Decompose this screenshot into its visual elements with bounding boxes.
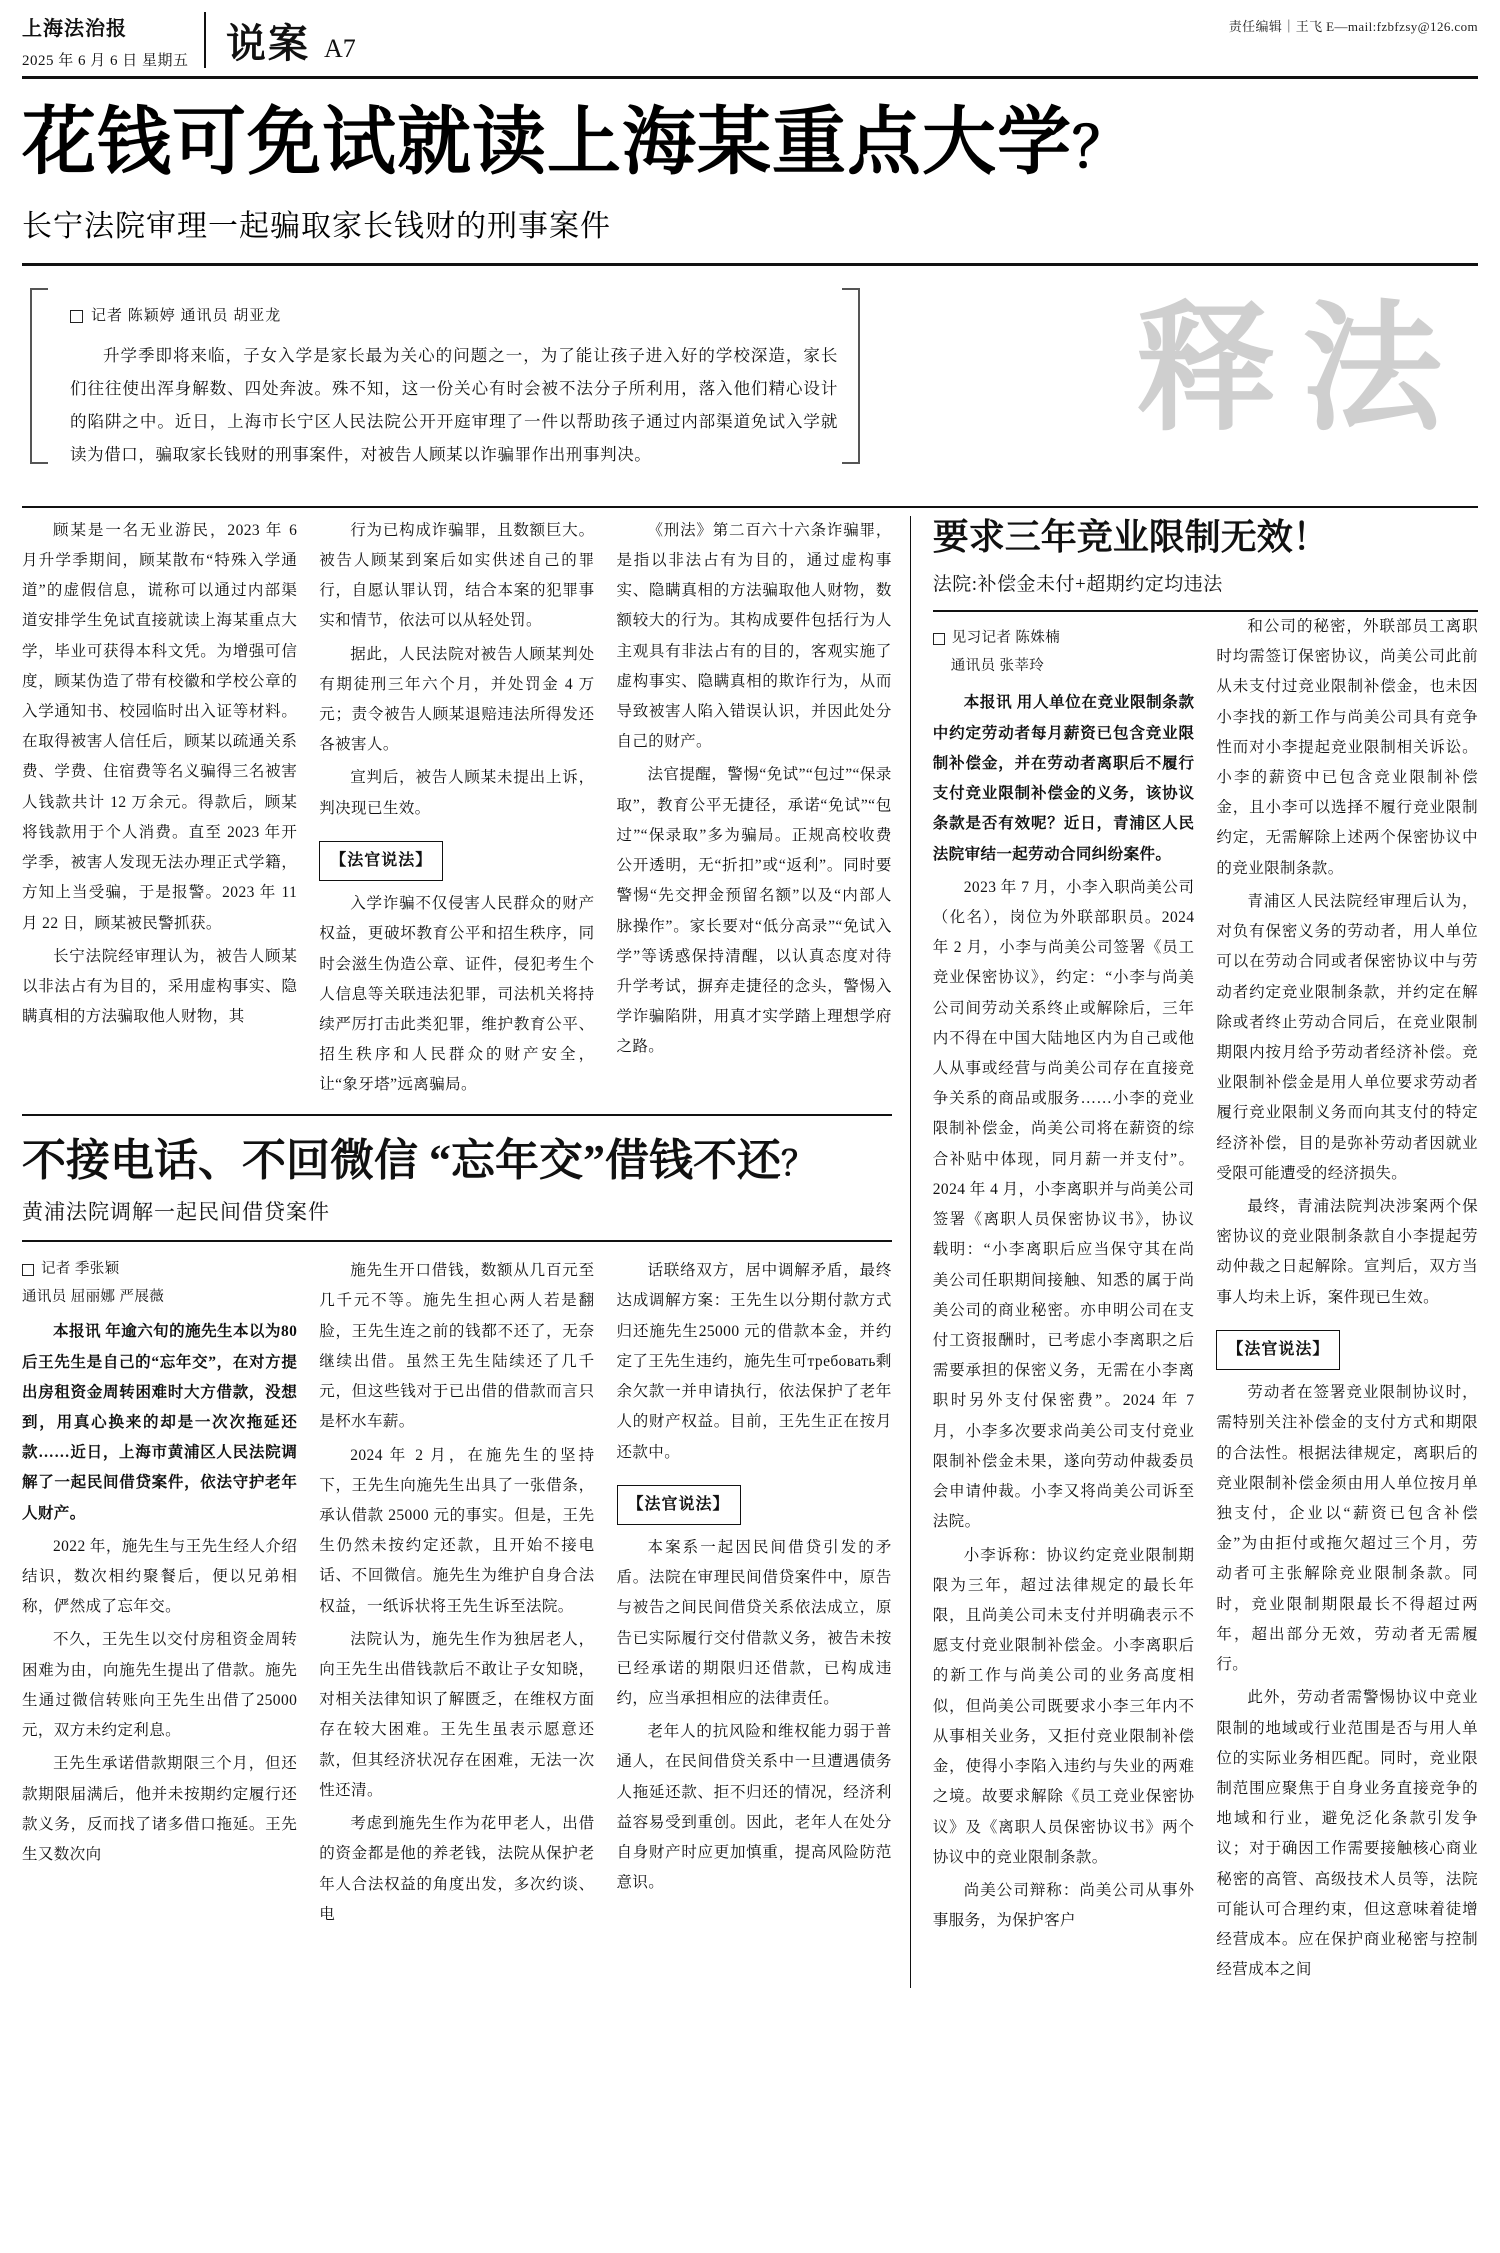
- paragraph: 法院认为，施先生作为独居老人，向王先生出借钱款后不敢让子女知晓，对相关法律知识了解匮乏，在维权方面存在较大困难。王先生虽表示愿意还款，但其经济状况存在困难，无法一次性还清。: [319, 1630, 595, 1799]
- calligraphy-watermark: 释法: [1135, 292, 1468, 448]
- story2-byline: [22, 1256, 297, 1311]
- paragraph: 《刑法》第二百六十六条诈骗罪，是指以非法占有为目的，通过虚构事实、隐瞒真相的方法骗取他人财物，数额较大的行为。其构成要件包括行为人主观具有非法占有的目的，客观实施了虚构事实、隐瞒真相的欺诈行为，从而导致被害人陷入错误认识，并因此处分自己的财产。: [616, 521, 892, 751]
- paragraph: 此外，劳动者需警惕协议中竞业限制的地域或行业范围是否与用人单位的实际业务相匹配。同时，竞业限制范围应聚焦于自身业务直接竞争的地域和行业，避免泛化条款引发争议；对于确因工作需要接触核心商业秘密的高管、高级技术人员等，法院可能认可合理约束，但这意味着徒增经营成本。应在保护商业秘密与控制经营成本之间: [1216, 1689, 1479, 1979]
- story2-question-mark: ？: [781, 1145, 815, 1183]
- story3-byline: [933, 624, 1195, 681]
- paragraph: 据此，人民法院对被告人顾某判处有期徒刑三年六个月，并处罚金 4 万元；责令被告人顾某退赔违法所得发还各被害人。: [319, 645, 595, 754]
- story2-column-3: [617, 1256, 892, 1933]
- story2-header: [22, 1114, 892, 1227]
- paragraph: 宣判后，被告人顾某未提出上诉，判决现已生效。: [319, 769, 595, 817]
- paragraph: 施先生开口借钱，数额从几百元至几千元不等。施先生担心两人若是翻脸，王先生连之前的钱都不还了，无奈继续出借。虽然王先生陆续还了几千元，但这些钱对于已出借的借款而言只是杯水车薪。: [319, 1262, 595, 1431]
- body-area: [22, 508, 1478, 1989]
- story3-columns: [933, 612, 1478, 1989]
- paragraph: 长宁法院经审理认为，被告人顾某以非法占有为目的，采用虚构事实、隐瞒真相的方法骗取他人财物，其: [22, 947, 298, 1026]
- story2-byline-reporter: 记者 季张颖: [41, 1261, 120, 1278]
- paragraph: 本报讯 年逾六旬的施先生本以为80后王先生是自己的“忘年交”，在对方提出房租资金周转困难时大方借款，没想到，用真心换来的却是一次次拖延还款……近日，上海市黄浦区人民法院调解了一起民间借贷案件，依法守护老年人财产。: [22, 1323, 298, 1522]
- main-subheadline: 长宁法院审理一起骗取家长钱财的刑事案件: [22, 209, 611, 243]
- bullet-square-icon: [933, 633, 945, 645]
- paragraph: 青浦区人民法院经审理后认为，对负有保密义务的劳动者，用人单位可以在劳动合同或者保密协议中与劳动者约定竞业限制条款，并约定在解除或者终止劳动合同后，在竞业限制期限内按月给予劳动者经济补偿。竞业限制补偿金是用人单位要求劳动者履行竞业限制义务而向其支付的特定经济补偿，目的是弥补劳动者因就业受限可能遭受的经济损失。: [1216, 892, 1479, 1182]
- paragraph: 本报讯 用人单位在竞业限制条款中约定劳动者每月薪资已包含竞业限制补偿金，并在劳动者离职后不履行支付竞业限制补偿金的义务，该协议条款是否有效呢？近日，青浦区人民法院审结一起劳动合同纠纷案件。: [932, 694, 1195, 863]
- story3-subheadline: 法院:补偿金未付+超期约定均违法: [933, 569, 1478, 612]
- story3-byline-reporter: 见习记者 陈姝楠: [951, 629, 1061, 646]
- paragraph: 老年人的抗风险和维权能力弱于普通人，在民间借贷关系中一旦遭遇债务人拖延还款、拒不归还的情况，经济利益容易受到重创。因此，老年人在处分自身财产时应更加慎重，提高风险防范意识。: [616, 1723, 892, 1892]
- paragraph: 法官提醒，警惕“免试”“包过”“保录取”，教育公平无捷径，承诺“免试”“包过”“保录取”多为骗局。正规高校收费公开透明，无“折扣”或“返利”。同时要警惕“先交押金预留名额”以及“内部人脉操作”。家长要对“低分高录”“免试入学”等诱惑保持清醒，以认真态度对待升学考试，摒弃走捷径的念头，警惕入学诈骗陷阱，用真才实学踏上理想学府之路。: [616, 766, 892, 1056]
- bullet-square-icon: [70, 310, 83, 323]
- paragraph: 考虑到施先生作为花甲老人，出借的资金都是他的养老钱，法院从保护老年人合法权益的角度出发，多次约谈、电: [319, 1815, 595, 1923]
- story1-byline: [70, 304, 878, 325]
- paragraph: 话联络双方，居中调解矛盾，最终达成调解方案：王先生以分期付款方式归还施先生25000 元的借款本金，并约定了王先生违约，施先生可требовать剩余欠款一并申请执行，依法保护了老年人的财产权益。目前，王先生正在按月还款中。: [616, 1262, 892, 1461]
- bracket-right-decor: [842, 288, 860, 464]
- story1-column-3: [617, 516, 892, 1104]
- main-headline-question-mark: ？: [1072, 118, 1129, 180]
- story3-title: 要求三年竞业限制无效！: [932, 516, 1329, 557]
- paragraph: 本案系一起因民间借贷引发的矛盾。法院在审理民间借贷案件中，原告与被告之间民间借贷关系依法成立，原告已实际履行交付借款义务，被告未按已经承诺的期限归还借款，已构成违约，应当承担相应的法律责任。: [616, 1538, 892, 1707]
- paragraph: 顾某是一名无业游民，2023 年 6 月升学季期间，顾某散布“特殊入学通道”的虚假信息，谎称可以通过内部渠道安排学生免试直接就读上海某重点大学，毕业可获得本科文凭。为增强可信度，顾某伪造了带有校徽和学校公章的入学通知书、校园临时出入证等材料。在取得被害人信任后，顾某以疏通关系费、学费、住宿费等名义骗得三名被害人钱款共计 12 万余元。得款后，顾某将钱款用于个人消费。直至 2023 年开学季，被害人发现无法办理正式学籍，方知上当受骗，于是报警。2023 年 11 月 22 日，顾某被民警抓获。: [22, 521, 298, 932]
- story2-title: [22, 1136, 892, 1187]
- bracket-left-decor: [30, 288, 48, 464]
- paragraph: 劳动者在签署竞业限制协议时，需特别关注补偿金的支付方式和期限的合法性。根据法律规定，离职后的竞业限制补偿金须由用人单位按月单独支付，企业以“薪资已包含补偿金”为由拒付或拖欠超过三个月，劳动者可主张解除竞业限制条款。同时，竞业限制期限最长不得超过两年，超出部分无效，劳动者无需履行。: [1216, 1384, 1479, 1674]
- story1-lead-paragraph: 升学季即将来临，子女入学是家长最为关心的问题之一，为了能让孩子进入好的学校深造，家长们往往使出浑身解数、四处奔波。殊不知，这一份关心有时会被不法分子所利用，落入他们精心设计的陷阱之中。近日，上海市长宁区人民法院公开开庭审理了一件以帮助孩子通过内部渠道免试入学就读为借口，骗取家长钱财的刑事案件，对被告人顾某以诈骗罪作出刑事判决。: [70, 345, 838, 464]
- story1-judge-comment-title: 【法官说法】: [319, 841, 443, 881]
- story2-columns: [22, 1256, 892, 1933]
- story2-byline-communicator: 通讯员 屈丽娜 严展薇: [22, 1288, 165, 1305]
- headline-block: [22, 79, 1478, 266]
- story2-column-1: [22, 1256, 297, 1933]
- bullet-square-icon: [22, 1264, 34, 1276]
- lead-left: [22, 288, 878, 488]
- paragraph: 不久，王先生以交付房租资金周转困难为由，向施先生提出了借款。施先生通过微信转账向王先生出借了25000元，双方未约定利息。: [22, 1631, 298, 1740]
- story3-judge-comment-title: 【法官说法】: [1216, 1330, 1340, 1370]
- main-headline-text: 花钱可免试就读上海某重点大学: [22, 102, 1072, 184]
- story2-judge-comment-title: 【法官说法】: [617, 1485, 741, 1525]
- story2-title-part1: 不接电话: [22, 1135, 198, 1185]
- paragraph: 入学诈骗不仅侵害人民群众的财产权益，更破坏教育公平和招生秩序，同时会滋生伪造公章、证件，侵犯考生个人信息等关联违法犯罪，司法机关将持续严厉打击此类犯罪，维护教育公平、招生秩序和人民群众的财产安全，让“象牙塔”远离骗局。: [319, 895, 595, 1094]
- story1-column-2: [319, 516, 594, 1104]
- story1-column-1: [22, 516, 297, 1104]
- story2-rule: [22, 1240, 892, 1242]
- story2-title-dot: 、: [198, 1135, 242, 1185]
- lead-section: [22, 266, 1478, 508]
- section-code: A7: [324, 34, 356, 63]
- newspaper-logo: 上海法治报: [22, 18, 127, 40]
- left-half: [22, 516, 911, 1989]
- publication-date: 2025 年 6 月 6 日 星期五: [22, 53, 189, 69]
- paragraph: 王先生承诺借款期限三个月，但还款期限届满后，他并未按期约定履行还款义务，反而找了诸多借口拖延。王先生又数次向: [22, 1755, 298, 1863]
- story2-title-part2: 不回微信 “忘年交”借钱不还: [242, 1135, 781, 1185]
- paragraph: 2023 年 7 月，小李入职尚美公司（化名），岗位为外联部职员。2024 年 2 月，小李与尚美公司签署《员工竞业保密协议》，约定：“小李与尚美公司间劳动关系终止或解除后，三年内不得在中国大陆地区内为自己或他人从事或经营与尚美公司存在直接竞争关系的商品或服务……小李的竞业限制补偿金，尚美公司将在薪资的综合补贴中体现，同月薪一并支付”。2024 年 4 月，小李离职并与尚美公司签署《离职人员保密协议书》，协议载明：“小李离职后应当保守其在尚美公司任职期间接触、知悉的属于尚美公司的商业秘密。亦申明公司在支付工资报酬时，已考虑小李离职之后需要承担的保密义务，无需在小李离职时另外支付保密费”。2024 年 7 月，小李多次要求尚美公司支付竞业限制补偿金未果，遂向劳动仲裁委员会申请仲裁。小李又将尚美公司诉至法院。: [932, 878, 1195, 1531]
- story2-column-2: [319, 1256, 594, 1933]
- masthead-left: [22, 10, 204, 70]
- section-header: [226, 10, 356, 69]
- masthead-divider: [204, 12, 206, 68]
- paragraph: 行为已构成诈骗罪，且数额巨大。被告人顾某到案后如实供述自己的罪行，自愿认罪认罚，结合本案的犯罪事实和情节，依法可以从轻处罚。: [319, 521, 595, 630]
- story2-subheadline: 黄浦法院调解一起民间借贷案件: [22, 1200, 330, 1225]
- editor-contact: 责任编辑｜王飞 E—mail:fzbfzsy@126.com: [1228, 19, 1478, 34]
- main-headline: [22, 102, 1478, 184]
- story1-columns: [22, 516, 892, 1104]
- paragraph: 2024 年 2 月，在施先生的坚持下，王先生向施先生出具了一张借条，承认借款 25000 元的事实。但是，王先生仍然未按约定还款，且开始不接电话、不回微信。施先生为维护自身合法权益，一纸诉状将王先生诉至法院。: [319, 1446, 595, 1615]
- masthead: [22, 0, 1478, 79]
- story3-column-2: [1216, 612, 1478, 1989]
- paragraph: 2022 年，施先生与王先生经人介绍结识，数次相约聚餐后，便以兄弟相称，俨然成了忘年交。: [22, 1537, 298, 1616]
- paragraph: 尚美公司辩称：尚美公司从事外事服务，为保护客户: [932, 1881, 1195, 1930]
- paragraph: 最终，青浦法院判决涉案两个保密协议的竞业限制条款自小李提起劳动仲裁之日起解除。宣判后，双方当事人均未上诉，案件现已生效。: [1216, 1198, 1479, 1306]
- paragraph: 小李诉称：协议约定竞业限制期限为三年，超过法律规定的最长年限，且尚美公司未支付并明确表示不愿支付竞业限制补偿金。小李离职后的新工作与尚美公司的业务高度相似，但尚美公司既要求小李三年内不从事相关业务，又拒付竞业限制补偿金，使得小李陷入违约与失业的两难之境。故要求解除《员工竞业保密协议》及《离职人员保密协议书》两个协议中的竞业限制条款。: [932, 1546, 1195, 1866]
- section-name: 说案: [226, 21, 310, 66]
- story1-byline-text: 记者 陈颖婷 通讯员 胡亚龙: [91, 307, 282, 324]
- story3-column-1: [933, 612, 1195, 1989]
- story3-byline-communicator: 通讯员 张莘玲: [950, 658, 1045, 675]
- paragraph: 和公司的秘密，外联部员工离职时均需签订保密协议，尚美公司此前从未支付过竞业限制补偿金，也未因小李找的新工作与尚美公司具有竞争性而对小李提起竞业限制相关诉讼。小李的薪资中已包含竞业限制补偿金，且小李可以选择不履行竞业限制约定，无需解除上述两个保密协议中的竞业限制条款。: [1216, 617, 1479, 877]
- right-half: [911, 516, 1478, 1989]
